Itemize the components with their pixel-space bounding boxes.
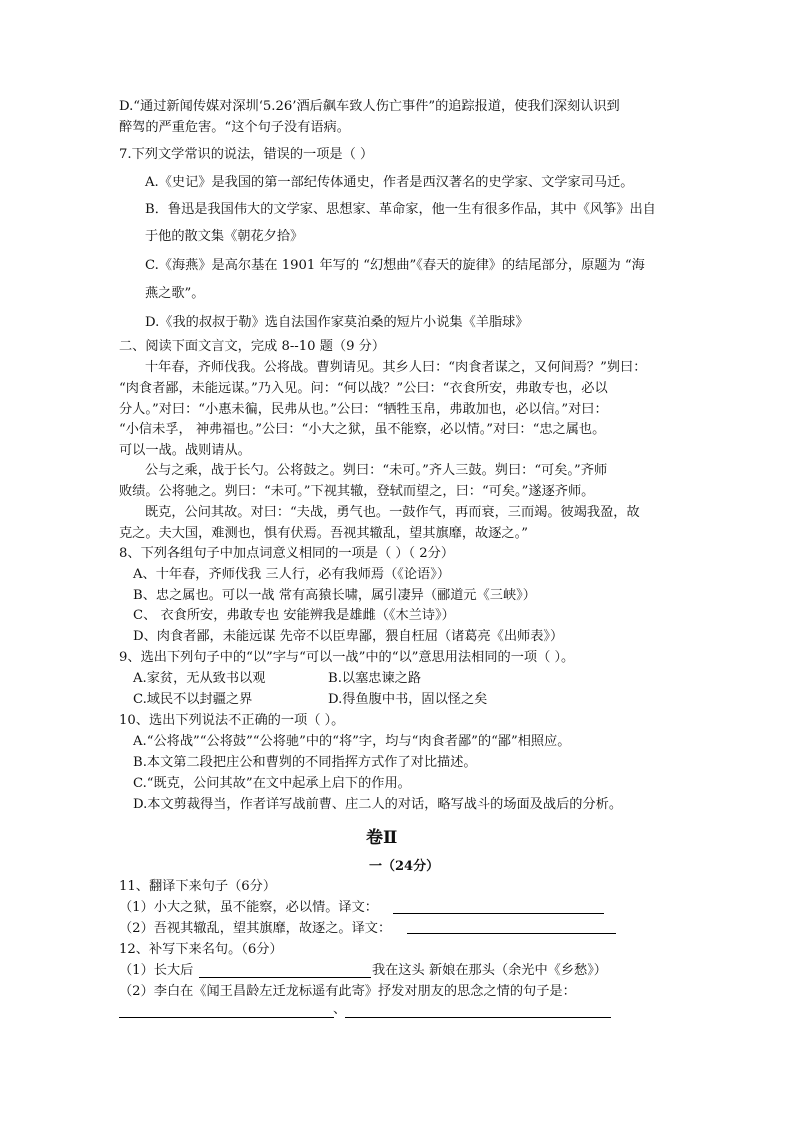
- q10-option-c: C.“既克，公问其故”在文中起承上启下的作用。: [133, 776, 411, 791]
- part2-subtitle: 一（24分）: [369, 859, 440, 874]
- q6-option-d-line1: D.“通过新闻传媒对深圳‘5.26’酒后飙车致人伤亡事件”的追踪报道，使我们深刻认识到: [119, 99, 620, 114]
- q10-option-d: D.本文剪裁得当，作者详写战前曹、庄二人的对话，略写战斗的场面及战后的分析。: [133, 797, 623, 812]
- passage-line: 败绩。公将驰之。刿曰：“未可。”下视其辙，登轼而望之，曰：“可矣。”遂逐齐师。: [119, 484, 595, 499]
- q12-item1-prefix: （1）长大后: [119, 963, 194, 978]
- passage-line: 克之。夫大国，难测也，惧有伏焉。吾视其辙乱，望其旗靡，故逐之。”: [119, 526, 528, 541]
- q7-option-d: D.《我的叔叔于勒》选自法国作家莫泊桑的短片小说集《羊脂球》: [145, 315, 529, 330]
- passage-line: 既克，公问其故。对曰：“夫战，勇气也。一鼓作气，再而衰，三而竭。彼竭我盈，故: [145, 505, 640, 520]
- q8-option-a: A、十年春，齐师伐我 三人行，必有我师焉（《论语》）: [133, 567, 451, 582]
- passage-line: 十年春，齐师伐我。公将战。曹刿请见。其乡人曰：“肉食者谋之，又何间焉？”刿曰：: [145, 360, 647, 375]
- q6-option-d-line2: 醉驾的严重危害。“这个句子没有语病。: [119, 120, 350, 135]
- q7-stem: 7.下列文学常识的说法，错误的一项是（ ）: [119, 147, 374, 162]
- passage-line: 分人。”对曰：“小惠未徧，民弗从也。”公曰：“牺牲玉帛，弗敢加也，必以信。”对曰：: [119, 402, 608, 417]
- q12-stem: 12、补写下来名句。（6分）: [119, 942, 283, 957]
- q9-option-a: A.家贫，无从致书以观: [133, 671, 266, 686]
- q11-answer-blank-1[interactable]: [393, 913, 604, 914]
- q12-separator: 、: [333, 1002, 347, 1017]
- passage-line: 可以一战。战则请从。: [119, 443, 251, 458]
- q7-option-b-line2: 于他的散文集《朝花夕拾》: [145, 229, 304, 244]
- q12-answer-blank-3[interactable]: [345, 1017, 611, 1018]
- q7-option-c-line1: C.《海燕》是高尔基在 1901 年写的 “幻想曲”《春天的旋律》的结尾部分，原题为 “海: [145, 258, 645, 273]
- q12-answer-blank-2[interactable]: [119, 1017, 334, 1018]
- q11-answer-blank-2[interactable]: [407, 933, 616, 934]
- q10-option-b: B.本文第二段把庄公和曹刿的不同指挥方式作了对比描述。: [133, 755, 477, 770]
- passage-line: 公与之乘，战于长勺。公将鼓之。刿曰：“未可。”齐人三鼓。刿曰：“可矣。”齐师: [145, 463, 608, 478]
- q9-option-b: B.以塞忠谏之路: [328, 671, 422, 686]
- q12-item2: （2）李白在《闻王昌龄左迁龙标遥有此寄》抒发对朋友的思念之情的句子是：: [119, 984, 576, 999]
- q11-stem: 11、翻译下来句子（6分）: [119, 879, 277, 894]
- q8-option-d: D、肉食者鄙，未能远谋 先帝不以臣卑鄙，猥自枉屈（诸葛亮《出师表》）: [133, 629, 564, 644]
- q9-option-c: C.域民不以封疆之界: [133, 692, 253, 707]
- q8-option-c: C、 衣食所安，弗敢专也 安能辨我是雄雌（《木兰诗》）: [133, 608, 455, 623]
- q12-answer-blank-1[interactable]: [199, 977, 371, 978]
- q12-item1-suffix: 我在这头 新娘在那头（余光中《乡愁》）: [372, 963, 607, 978]
- q11-item1: （1）小大之狱，虽不能察，必以情。译文：: [119, 900, 378, 915]
- passage-line: “肉食者鄙，未能远谋。”乃入见。问：“何以战？”公曰：“衣食所安，弗敢专也，必以: [119, 381, 608, 396]
- q10-stem: 10、选出下列说法不正确的一项（ ）。: [119, 713, 345, 728]
- q10-option-a: A.“公将战”“公将鼓”“公将驰”中的“将”字，均与“肉食者鄙”的“鄙”相照应。: [133, 734, 571, 749]
- q11-item2: （2）吾视其辙乱，望其旗靡，故逐之。译文：: [119, 921, 392, 936]
- part2-title: 卷Ⅱ: [366, 828, 398, 848]
- q7-option-b-line1: B．鲁迅是我国伟大的文学家、思想家、革命家，他一生有很多作品，其中《风筝》出自: [145, 202, 656, 217]
- passage-line: “小信未孚， 神弗福也。”公曰：“小大之狱，虽不能察，必以情。”对曰：“忠之属也。: [119, 422, 606, 437]
- q9-option-d: D.得鱼腹中书，固以怪之矣: [328, 692, 488, 707]
- q9-stem: 9、选出下列句子中的“以”字与“可以一战”中的“以”意思用法相同的一项（ ）。: [119, 650, 575, 665]
- q7-option-a: A.《史记》是我国的第一部纪传体通史，作者是西汉著名的史学家、文学家司马迁。: [145, 175, 634, 190]
- section2-title: 二、阅读下面文言文，完成 8--10 题（9 分）: [119, 339, 386, 354]
- q7-option-c-line2: 燕之歌”。: [145, 286, 205, 301]
- q8-option-b: B、忠之属也。可以一战 常有高猿长啸，属引凄异（郦道元《三峡》）: [133, 588, 536, 603]
- q8-stem: 8、下列各组句子中加点词意义相同的一项是（ ）（ 2分）: [119, 546, 455, 561]
